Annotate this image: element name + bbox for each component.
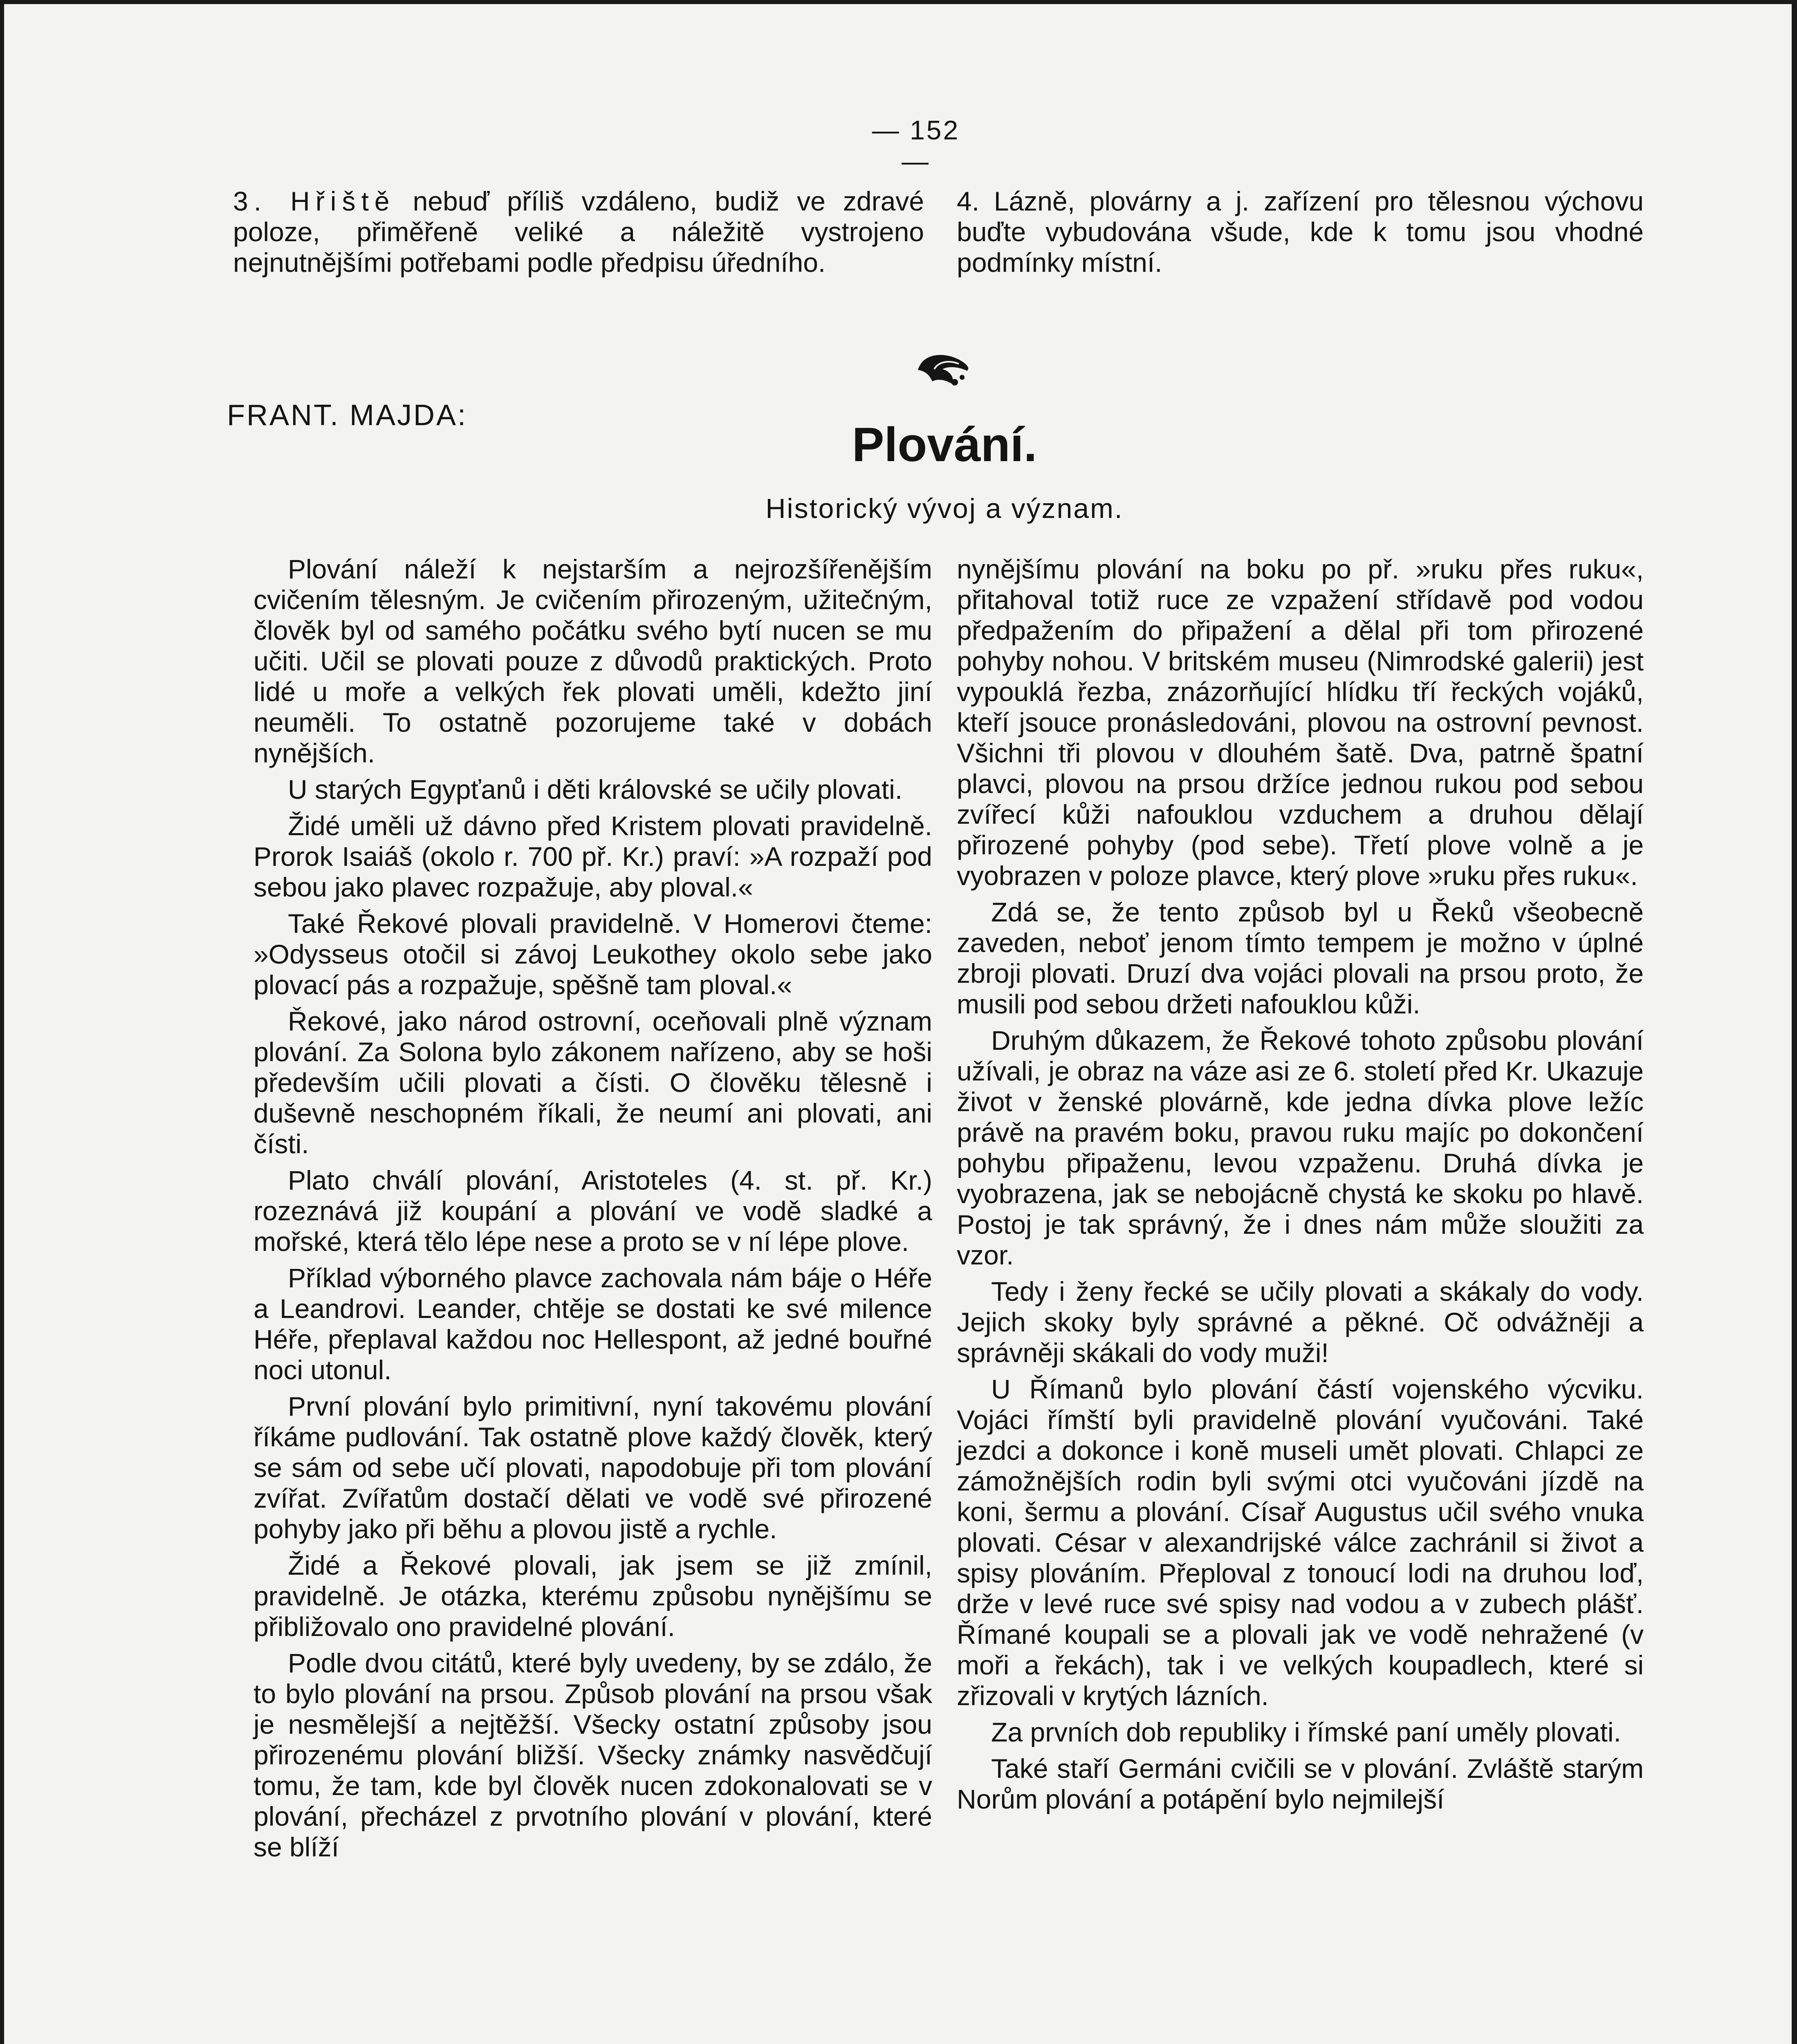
list-item-text: nebuď příliš vzdáleno, budiž ve zdravé poloze, přiměřeně veliké a náležitě vystrojeno nejnutnějšími potřebami podle předpisu úředního. xyxy=(233,186,924,278)
article-column-left xyxy=(254,554,932,1868)
paragraph: Příklad výborného plavce zachovala nám báje o Héře a Leandrovi. Leander, chtěje se dostati ke své milence Héře, přeplaval každou noc Hellespont, až jedné bouřné noci utonul. xyxy=(254,1263,932,1385)
author-byline: FRANT. MAJDA: xyxy=(227,399,468,432)
paragraph: Řekové, jako národ ostrovní, oceňovali plně význam plování. Za Solona bylo zákonem nařízeno, aby se hoši především učili plovati a čísti. O člověku tělesně i duševně neschopném říkali, že neumí ani plovati, ani čísti. xyxy=(254,1006,932,1159)
paragraph: Židé a Řekové plovali, jak jsem se již zmínil, pravidelně. Je otázka, kterému způsobu nynějšímu se přibližovalo ono pravidelné plování. xyxy=(254,1550,932,1642)
list-item-lead: 3. Hřiště xyxy=(233,186,395,216)
paragraph: nynějšímu plování na boku po př. »ruku přes ruku«, přitahoval totiž ruce ze vzpažení střídavě pod vodou předpažením do připažení a dělal při tom přirozené pohyby nohou. V britském museu (Nimrodské galerii) jest vypouklá řezba, znázorňující hlídku tří řeckých vojáků, kteří jsouce pronásledováni, plovou na ostrovní pevnost. Všichni tři plovou v dlouhém šatě. Dva, patrně špatní plavci, plovou na prsou držíce jednou rukou pod sebou zvířecí kůži nafouklou vzduchem a druhou dělají přirozené pohyby (pod sebe). Třetí plove volně a je vyobrazen v poloze plavce, který plove »ruku přes ruku«. xyxy=(957,554,1644,891)
article-title: Plování. xyxy=(852,418,1037,472)
paragraph: U Římanů bylo plování částí vojenského výcviku. Vojáci římští byli pravidelně plování vyučováni. Také jezdci a dokonce i koně museli umět plovati. Chlapci ze zámožnějších rodin byli svými otci vyučováni jízdě na koni, šermu a plování. Císař Augustus učil svého vnuka plovati. César v alexandrijské válce zachránil si život a spisy plováním. Přeploval z tonoucí lodi na druhou loď, drže v levé ruce své spisy nad vodou a v zubech plášť. Římané koupali se a plovali jak ve vodě nehražené (v moři a řekách), tak i ve velkých koupadlech, které si zřizovali v krytých lázních. xyxy=(957,1374,1644,1711)
paragraph: Druhým důkazem, že Řekové tohoto způsobu plování užívali, je obraz na váze asi ze 6. století před Kr. Ukazuje život v ženské plovárně, kde jedna dívka plove ležíc právě na pravém boku, pravou ruku majíc po dokončení pohybu připaženu, levou vzpaženu. Druhá dívka je vyobrazena, jak se nebojácně chystá ke skoku po hlavě. Postoj je tak správný, že i dnes nám může sloužiti za vzor. xyxy=(957,1025,1644,1270)
book-page xyxy=(4,4,1792,2044)
paragraph: První plování bylo primitivní, nyní takovému plování říkáme pudlování. Tak ostatně plove každý člověk, který se sám od sebe učí plovati, napodobuje při tom plování zvířat. Zvířatům dostačí dělati ve vodě své přirozené pohyby jako při běhu a plovou jistě a rychle. xyxy=(254,1391,932,1544)
paragraph: Také Řekové plovali pravidelně. V Homerovi čteme: »Odysseus otočil si závoj Leukothey okolo sebe jako plovací pás a rozpažuje, spěšně tam ploval.« xyxy=(254,908,932,1000)
paragraph: Zdá se, že tento způsob byl u Řeků všeobecně zaveden, neboť jenom tímto tempem je možno v úplné zbroji plovati. Druzí dva vojáci plovali na prsou proto, že musili pod sebou držeti nafouklou kůži. xyxy=(957,897,1644,1019)
article-subtitle: Historický vývoj a význam. xyxy=(765,493,1124,524)
page-number: — 152 — xyxy=(872,115,960,176)
paragraph: Tedy i ženy řecké se učily plovati a skákaly do vody. Jejich skoky byly správné a pěkné. Oč odvážněji a správněji skákali do vody muži! xyxy=(957,1276,1644,1368)
paragraph: U starých Egypťanů i děti královské se učily plovati. xyxy=(288,774,903,805)
previous-article-end-left xyxy=(233,186,924,284)
article-column-right xyxy=(957,554,1644,1820)
paragraph: Židé uměli už dávno před Kristem plovati pravidelně. Prorok Isaiáš (okolo r. 700 př. Kr.) praví: »A rozpaží pod sebou jako plavec rozpažuje, aby ploval.« xyxy=(254,811,932,902)
paragraph: Podle dvou citátů, které byly uvedeny, by se zdálo, že to bylo plování na prsou. Způsob plování na prsou však je nesmělejší a nejtěžší. Všecky ostatní způsoby jsou přirozenému plování bližší. Všecky známky nasvědčují tomu, že tam, kde byl člověk nucen zdokonalovati se v plování, přecházel z prvotního plování v plování, které se blíží xyxy=(254,1648,932,1862)
paragraph: Plato chválí plování, Aristoteles (4. st. př. Kr.) rozeznává již koupání a plování ve vodě sladké a mořské, která tělo lépe nese a proto se v ní lépe plove. xyxy=(254,1165,932,1257)
list-item-text: 4. Lázně, plovárny a j. zařízení pro tělesnou výchovu buďte vybudována všude, kde k tomu jsou vhodné podmínky místní. xyxy=(957,186,1644,278)
paragraph: Plování náleží k nejstarším a nejrozšířenějším cvičením tělesným. Je cvičením přirozeným, užitečným, člověk byl od samého počátku svého bytí nucen se mu učiti. Učil se plovati pouze z důvodů praktických. Proto lidé u moře a velkých řek plovati uměli, kdežto jiní neuměli. To ostatně pozorujeme také v dobách nynějších. xyxy=(254,554,932,768)
paragraph: Za prvních dob republiky i římské paní uměly plovati. xyxy=(991,1717,1621,1747)
paragraph: Také staří Germáni cvičili se v plování. Zvláště starým Norům plování a potápění bylo nejmilejší xyxy=(957,1753,1644,1814)
leaf-ornament-icon xyxy=(910,345,975,394)
previous-article-end-right xyxy=(957,186,1644,284)
